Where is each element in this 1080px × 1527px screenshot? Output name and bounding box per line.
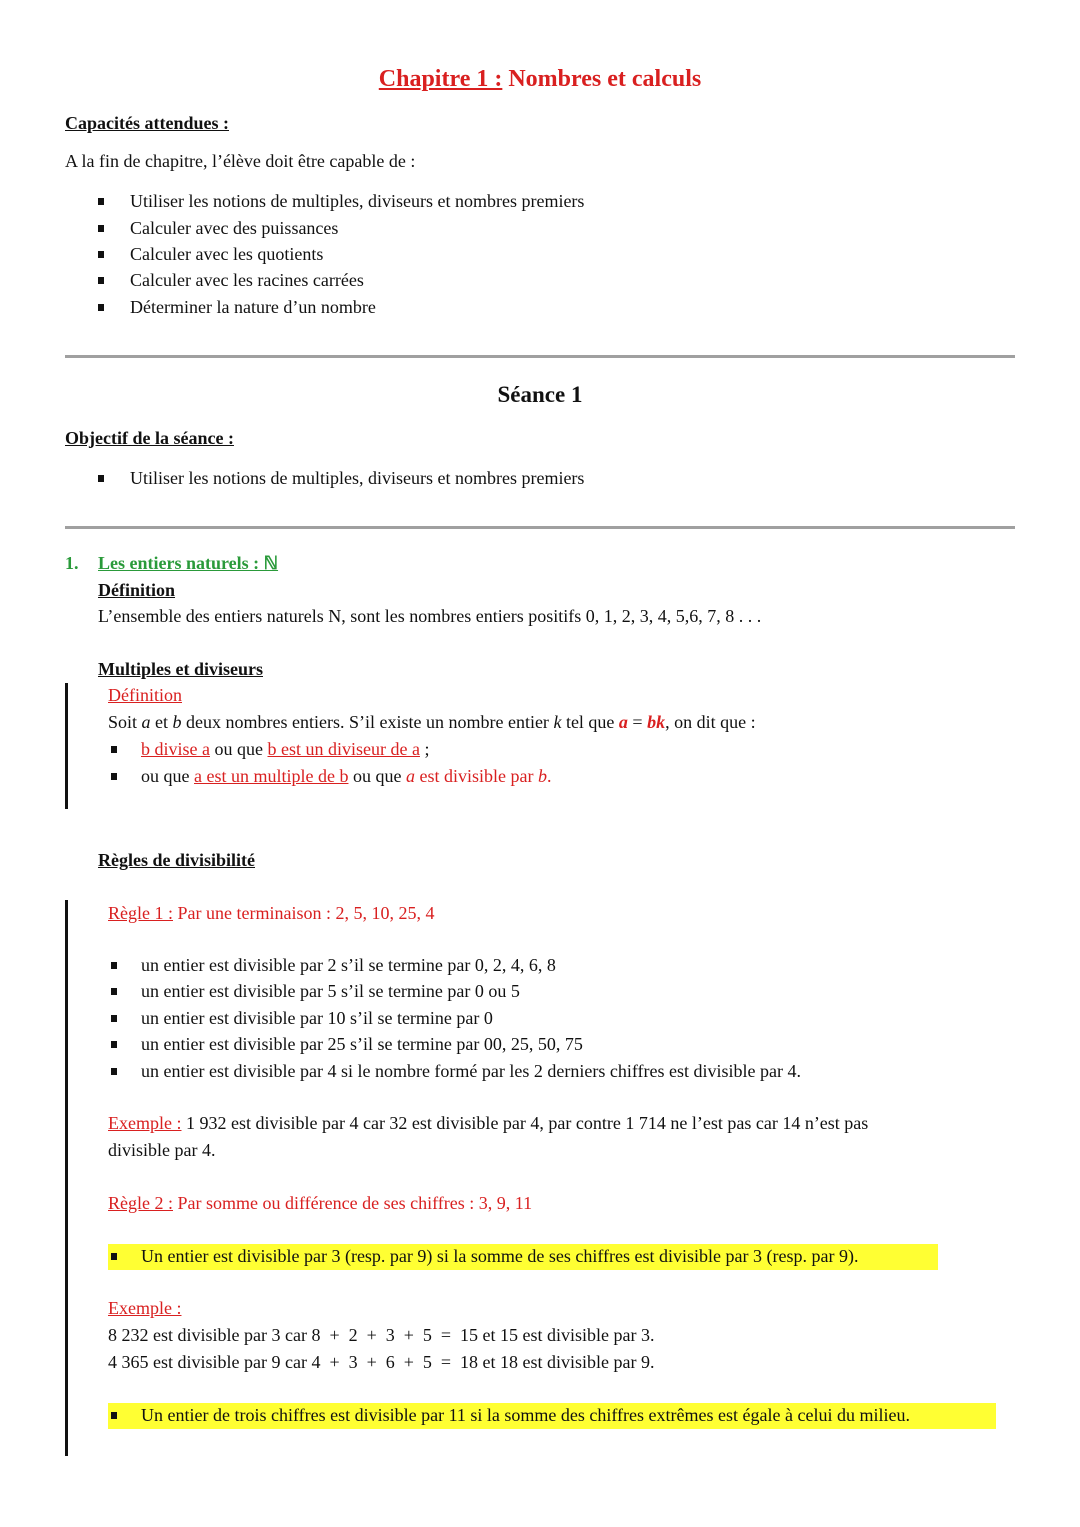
multiples-def-text (108, 712, 756, 733)
a-multiple-de-b: a est un multiple de b (194, 766, 349, 786)
list-item: un entier est divisible par 4 si le nombre formé par les 2 derniers chiffres est divisible par 4. (141, 1061, 801, 1081)
example1 (108, 1113, 868, 1134)
text-fragment: ou que (348, 766, 406, 786)
chapter-subject: Nombres et calculs (508, 66, 702, 92)
text-fragment: deux nombres entiers. S’il existe un nombre entier (181, 712, 554, 732)
definition-bar (65, 683, 68, 809)
text-fragment: tel que (561, 712, 619, 732)
example2-line2: 4 365 est divisible par 9 car 4 + 3 + 6 + 5 = 18 et 18 est divisible par 9. (108, 1352, 655, 1372)
bullet-icon (111, 773, 117, 780)
divider (65, 526, 1015, 529)
seance-title: Séance 1 (497, 382, 583, 407)
text-fragment: et (150, 712, 173, 732)
list-item: Calculer avec les racines carrées (130, 270, 364, 290)
rule1 (108, 903, 434, 924)
bullet-icon (98, 225, 104, 232)
bullet-icon (111, 1412, 117, 1419)
definition-text: L’ensemble des entiers naturels N, sont les nombres entiers positifs 0, 1, 2, 3, 4, 5,6, 7, 8 . . . (98, 606, 762, 626)
b-diviseur-de-a: b est un diviseur de a (267, 739, 420, 759)
objective-heading: Objectif de la séance : (65, 428, 234, 448)
bullet-icon (111, 1253, 117, 1260)
list-item: Calculer avec les quotients (130, 244, 324, 264)
multiples-heading: Multiples et diviseurs (98, 659, 263, 679)
bullet-icon (111, 988, 117, 995)
list-item: Calculer avec des puissances (130, 218, 339, 238)
list-item: un entier est divisible par 5 s’il se termine par 0 ou 5 (141, 981, 520, 1001)
rules-bar (65, 900, 68, 1456)
multiples-def-heading: Définition (108, 685, 182, 705)
bullet-icon (111, 746, 117, 753)
rule2-item: Un entier est divisible par 3 (resp. par 9) si la somme de ses chiffres est divisible par 3 (resp. par 9). (141, 1246, 859, 1266)
text-fragment: . (546, 766, 552, 786)
bullet-icon (98, 198, 104, 205)
equation-a: a (618, 712, 628, 732)
definition-heading: Définition (98, 580, 176, 600)
bullet-icon (111, 1041, 117, 1048)
capacites-heading: Capacités attendues : (65, 113, 229, 133)
var-b: b (172, 712, 182, 732)
equation-bk: bk (647, 712, 666, 732)
rule1-text: Par une terminaison : 2, 5, 10, 25, 4 (173, 903, 435, 923)
equation-sign: = (627, 712, 648, 732)
bullet-icon (111, 962, 117, 969)
var-a: a (405, 766, 415, 786)
bullet-icon (111, 1068, 117, 1075)
text-fragment: ou que (141, 766, 194, 786)
rule2-text: Par somme ou différence de ses chiffres : 3, 9, 11 (173, 1193, 533, 1213)
text-fragment: est divisible par (414, 766, 538, 786)
example2-label: Exemple : (108, 1298, 182, 1318)
b-divise-a: b divise a (141, 739, 210, 759)
bullet-icon (98, 475, 104, 482)
example1-line2: divisible par 4. (108, 1140, 216, 1160)
text-fragment: ou que (210, 739, 268, 759)
section-number: 1. (65, 553, 79, 573)
list-item: Utiliser les notions de multiples, diviseurs et nombres premiers (130, 191, 585, 211)
rule11-item: Un entier de trois chiffres est divisible par 11 si la somme des chiffres extrêmes est égale à celui du milieu. (141, 1405, 910, 1425)
chapter-title (0, 66, 1080, 93)
multiples-bullet-2 (141, 766, 551, 787)
rule2 (108, 1193, 532, 1214)
bullet-icon (98, 251, 104, 258)
chapter-label: Chapitre 1 : (378, 66, 503, 92)
bullet-icon (111, 1015, 117, 1022)
text-fragment: Soit (108, 712, 142, 732)
capacites-intro: A la fin de chapitre, l’élève doit être capable de : (65, 151, 416, 171)
objective-item: Utiliser les notions de multiples, diviseurs et nombres premiers (130, 468, 585, 488)
divider (65, 355, 1015, 358)
section-heading: Les entiers naturels : ℕ (98, 553, 279, 573)
example1-line1: 1 932 est divisible par 4 car 32 est divisible par 4, par contre 1 714 ne l’est pas car 14 n’est pas (181, 1113, 869, 1133)
var-k: k (553, 712, 562, 732)
multiples-bullet-1 (141, 739, 429, 760)
regles-heading: Règles de divisibilité (98, 850, 255, 870)
var-a: a (141, 712, 151, 732)
example1-label: Exemple : (108, 1113, 182, 1133)
list-item: Déterminer la nature d’un nombre (130, 297, 376, 317)
rule1-label: Règle 1 : (108, 903, 173, 923)
list-item: un entier est divisible par 10 s’il se termine par 0 (141, 1008, 493, 1028)
rule2-label: Règle 2 : (108, 1193, 173, 1213)
text-fragment: , on dit que : (665, 712, 756, 732)
list-item: un entier est divisible par 2 s’il se termine par 0, 2, 4, 6, 8 (141, 955, 556, 975)
bullet-icon (98, 304, 104, 311)
var-b: b (537, 766, 547, 786)
text-fragment: ; (419, 739, 430, 759)
list-item: un entier est divisible par 25 s’il se termine par 00, 25, 50, 75 (141, 1034, 583, 1054)
example2-line1: 8 232 est divisible par 3 car 8 + 2 + 3 + 5 = 15 et 15 est divisible par 3. (108, 1325, 655, 1345)
bullet-icon (98, 277, 104, 284)
